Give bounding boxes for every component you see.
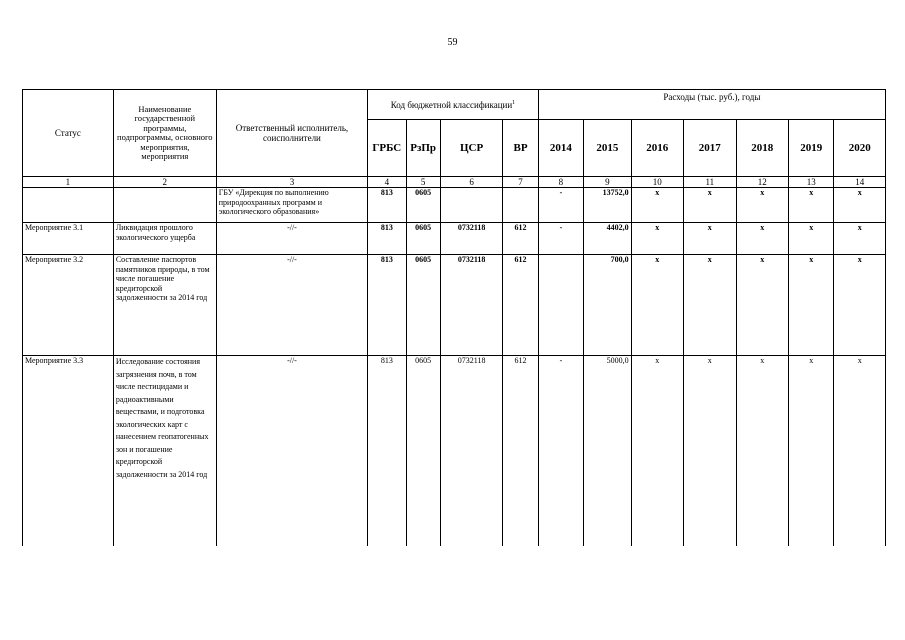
header-row-top <box>23 90 886 120</box>
header-grbs: ГРБС <box>368 120 406 177</box>
row-status: Мероприятие 3.2 <box>23 255 114 356</box>
row-y2016: х <box>631 356 683 546</box>
row-status: Мероприятие 3.1 <box>23 223 114 255</box>
header-kbk <box>368 90 539 120</box>
header-status: Статус <box>23 90 114 177</box>
row-csr <box>440 188 503 223</box>
row-grbs: 813 <box>368 255 406 356</box>
row-y2020: х <box>834 223 886 255</box>
row-executor: -//- <box>216 223 367 255</box>
header-year-2019: 2019 <box>789 120 834 177</box>
row-y2017: х <box>684 356 736 546</box>
row-name: Исследование состояния загрязнения почв, в том числе пестицидами и радиоактивными веществами, и подготовка экологических карт с нанесением геопатогенных зон и погашение кредиторской задолженности за 2014 год <box>113 356 216 546</box>
column-number: 7 <box>503 177 538 188</box>
row-grbs: 813 <box>368 356 406 546</box>
row-y2020: х <box>834 255 886 356</box>
row-y2015: 700,0 <box>584 255 631 356</box>
header-year-2016: 2016 <box>631 120 683 177</box>
row-y2015: 4402,0 <box>584 223 631 255</box>
header-year-2017: 2017 <box>684 120 736 177</box>
row-name: Составление паспортов памятников природы, в том числе погашение кредиторской задолженности за 2014 год <box>113 255 216 356</box>
column-number: 4 <box>368 177 406 188</box>
row-y2017: х <box>684 255 736 356</box>
row-status: Мероприятие 3.3 <box>23 356 114 546</box>
row-rzpr: 0605 <box>406 356 440 546</box>
row-name <box>113 188 216 223</box>
row-vr: 612 <box>503 255 538 356</box>
header-vr: ВР <box>503 120 538 177</box>
header-rzpr: РзПр <box>406 120 440 177</box>
row-vr: 612 <box>503 356 538 546</box>
column-number: 9 <box>584 177 631 188</box>
row-vr: 612 <box>503 223 538 255</box>
header-year-2015: 2015 <box>584 120 631 177</box>
column-number: 10 <box>631 177 683 188</box>
column-number: 1 <box>23 177 114 188</box>
row-y2018: х <box>736 255 788 356</box>
row-y2018: х <box>736 356 788 546</box>
row-y2016: х <box>631 188 683 223</box>
row-y2019: х <box>789 223 834 255</box>
header-year-2020: 2020 <box>834 120 886 177</box>
row-y2017: х <box>684 188 736 223</box>
row-y2019: х <box>789 255 834 356</box>
row-vr <box>503 188 538 223</box>
row-y2020: х <box>834 356 886 546</box>
row-y2016: х <box>631 223 683 255</box>
row-y2017: х <box>684 223 736 255</box>
header-executor: Ответственный исполнитель, соисполнители <box>216 90 367 177</box>
row-y2020: х <box>834 188 886 223</box>
header-year-2014: 2014 <box>538 120 583 177</box>
header-year-2018: 2018 <box>736 120 788 177</box>
table-row <box>23 356 886 546</box>
row-executor: -//- <box>216 255 367 356</box>
column-number: 5 <box>406 177 440 188</box>
row-rzpr: 0605 <box>406 255 440 356</box>
header-kbk-footnote: 1 <box>512 99 516 106</box>
column-number: 12 <box>736 177 788 188</box>
column-number: 14 <box>834 177 886 188</box>
row-y2019: х <box>789 356 834 546</box>
row-csr: 0732118 <box>440 255 503 356</box>
row-y2014: - <box>538 223 583 255</box>
row-csr: 0732118 <box>440 356 503 546</box>
row-csr: 0732118 <box>440 223 503 255</box>
row-executor: ГБУ «Дирекция по выполнению природоохранных программ и экологического образования» <box>216 188 367 223</box>
header-csr: ЦСР <box>440 120 503 177</box>
row-grbs: 813 <box>368 188 406 223</box>
row-executor: -//- <box>216 356 367 546</box>
row-rzpr: 0605 <box>406 223 440 255</box>
row-y2018: х <box>736 188 788 223</box>
row-rzpr: 0605 <box>406 188 440 223</box>
budget-table <box>22 89 886 546</box>
column-number: 13 <box>789 177 834 188</box>
page-number: 59 <box>447 37 458 48</box>
column-number: 11 <box>684 177 736 188</box>
header-kbk-text: Код бюджетной классификации <box>390 99 513 110</box>
row-y2015: 5000,0 <box>584 356 631 546</box>
row-y2019: х <box>789 188 834 223</box>
header-name: Наименование государственной программы, подпрограммы, основного мероприятия, мероприятия <box>113 90 216 177</box>
table-row <box>23 255 886 356</box>
row-y2018: х <box>736 223 788 255</box>
row-y2014: - <box>538 188 583 223</box>
column-number-row <box>23 177 886 188</box>
row-y2016: х <box>631 255 683 356</box>
table-row <box>23 188 886 223</box>
column-number: 8 <box>538 177 583 188</box>
column-number: 2 <box>113 177 216 188</box>
row-y2014 <box>538 255 583 356</box>
row-y2014: - <box>538 356 583 546</box>
row-y2015: 13752,0 <box>584 188 631 223</box>
column-number: 6 <box>440 177 503 188</box>
row-name: Ликвидация прошлого экологического ущерба <box>113 223 216 255</box>
row-status <box>23 188 114 223</box>
column-number: 3 <box>216 177 367 188</box>
header-expenses: Расходы (тыс. руб.), годы <box>538 90 885 120</box>
table-row <box>23 223 886 255</box>
row-grbs: 813 <box>368 223 406 255</box>
